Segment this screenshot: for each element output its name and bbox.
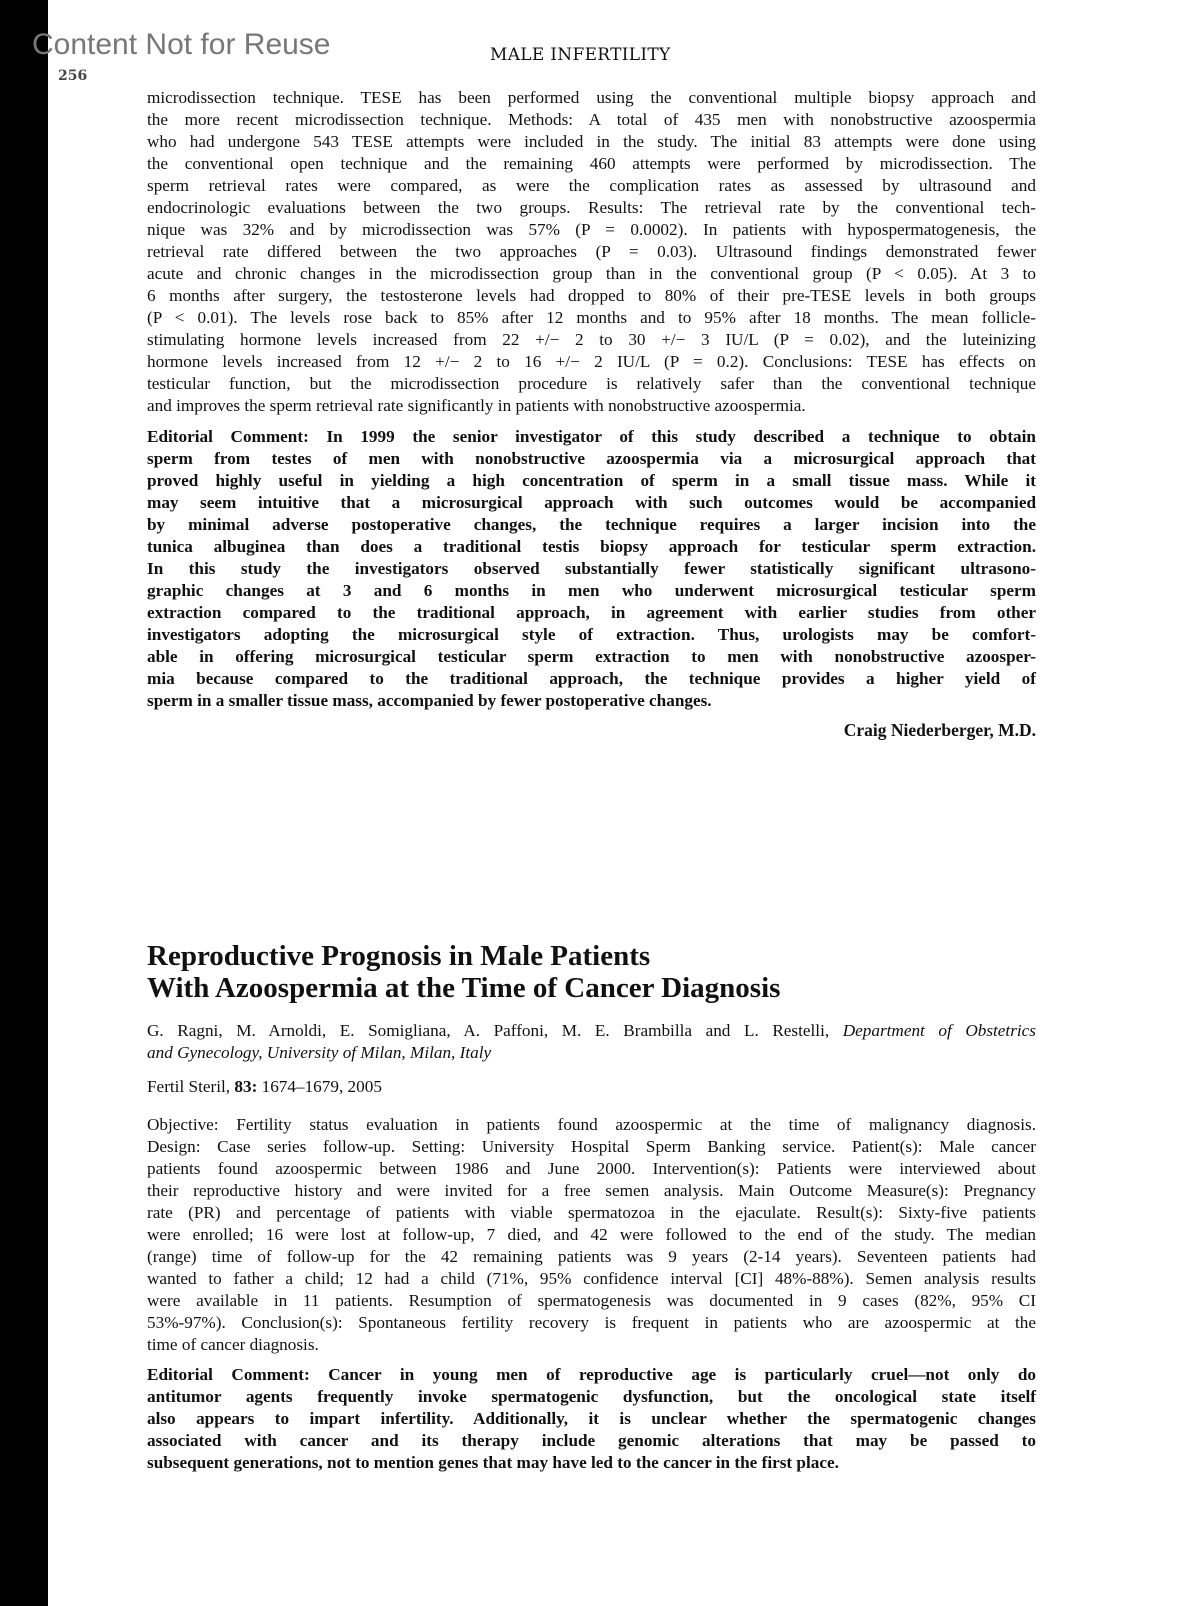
text-line: Editorial Comment: In 1999 the senior investigator of this study described a technique to obtain bbox=[147, 427, 1036, 446]
text-line: were available in 11 patients. Resumption of spermatogenesis was documented in 9 cases (82%, 95% CI bbox=[147, 1291, 1036, 1310]
title-line: Reproductive Prognosis in Male Patients bbox=[147, 940, 651, 972]
article1-abstract bbox=[147, 87, 1036, 417]
text-line: (P < 0.01). The levels rose back to 85% after 12 months and to 95% after 18 months. The mean follicle- bbox=[147, 308, 1036, 327]
text-line: retrieval rate differed between the two approaches (P = 0.03). Ultrasound findings demonstrated fewer bbox=[147, 242, 1036, 261]
article2-authors bbox=[147, 1020, 1036, 1064]
text-line: Design: Case series follow-up. Setting: University Hospital Sperm Banking service. Patient(s): Male cancer bbox=[147, 1137, 1036, 1156]
watermark: Content Not for Reuse bbox=[32, 28, 331, 61]
text-line: Editorial Comment: Cancer in young men of reproductive age is particularly cruel—not only do bbox=[147, 1365, 1036, 1384]
text-line: associated with cancer and its therapy include genomic alterations that may be passed to bbox=[147, 1431, 1036, 1450]
text-line: testicular function, but the microdissection procedure is relatively safer than the conventional technique bbox=[147, 374, 1036, 393]
text-line: time of cancer diagnosis. bbox=[147, 1335, 319, 1354]
text-line: tunica albuginea than does a traditional testis biopsy approach for testicular sperm extraction. bbox=[147, 537, 1036, 556]
text-line: 53%-97%). Conclusion(s): Spontaneous fertility recovery is frequent in patients who are azoospermic at the bbox=[147, 1313, 1036, 1332]
text-line: stimulating hormone levels increased from 22 +/− 2 to 30 +/− 3 IU/L (P = 0.02), and the luteinizing bbox=[147, 330, 1036, 349]
authors-affiliation: Department of Obstetrics bbox=[842, 1021, 1036, 1040]
text-line: were enrolled; 16 were lost at follow-up, 7 died, and 42 were followed to the end of the study. The median bbox=[147, 1225, 1036, 1244]
text-line: antitumor agents frequently invoke spermatogenic dysfunction, but the oncological state itself bbox=[147, 1387, 1036, 1406]
text-line: able in offering microsurgical testicular sperm extraction to men with nonobstructive azoosper- bbox=[147, 647, 1036, 666]
text-line: rate (PR) and percentage of patients with viable spermatozoa in the ejaculate. Result(s): Sixty-five patients bbox=[147, 1203, 1036, 1222]
text-line: who had undergone 543 TESE attempts were included in the study. The initial 83 attempts were done using bbox=[147, 132, 1036, 151]
text-line: nique was 32% and by microdissection was 57% (P = 0.0002). In patients with hypospermatogenesis, the bbox=[147, 220, 1036, 239]
text-line: the more recent microdissection technique. Methods: A total of 435 men with nonobstructive azoospermia bbox=[147, 110, 1036, 129]
title-line: With Azoospermia at the Time of Cancer Diagnosis bbox=[147, 972, 781, 1004]
page-number: 256 bbox=[58, 68, 88, 84]
text-line: (range) time of follow-up for the 42 remaining patients was 9 years (2-14 years). Seventeen patients had bbox=[147, 1247, 1036, 1266]
text-line: hormone levels increased from 12 +/− 2 to 16 +/− 2 IU/L (P = 0.2). Conclusions: TESE has effects on bbox=[147, 352, 1036, 371]
running-head: MALE INFERTILITY bbox=[490, 45, 671, 65]
text-line: sperm from testes of men with nonobstructive azoospermia via a microsurgical approach that bbox=[147, 449, 1036, 468]
text-line: and improves the sperm retrieval rate significantly in patients with nonobstructive azoospermia. bbox=[147, 396, 806, 415]
text-line: by minimal adverse postoperative changes, the technique requires a larger incision into the bbox=[147, 515, 1036, 534]
left-margin-bar bbox=[0, 0, 48, 1606]
text-line: In this study the investigators observed substantially fewer statistically significant ultrasono- bbox=[147, 559, 1036, 578]
text-line: mia because compared to the traditional approach, the technique provides a higher yield of bbox=[147, 669, 1036, 688]
text-line: sperm retrieval rates were compared, as were the complication rates as assessed by ultrasound and bbox=[147, 176, 1036, 195]
citation bbox=[147, 1077, 382, 1097]
text-line: their reproductive history and were invited for a free semen analysis. Main Outcome Measure(s): Pregnancy bbox=[147, 1181, 1036, 1200]
article2-title bbox=[147, 940, 780, 1004]
authors-names: G. Ragni, M. Arnoldi, E. Somigliana, A. Paffoni, M. E. Brambilla and L. Restelli, bbox=[147, 1021, 843, 1040]
authors-line bbox=[147, 1020, 1036, 1042]
citation-journal: Fertil Steril, bbox=[147, 1077, 235, 1096]
text-line: Objective: Fertility status evaluation in patients found azoospermic at the time of malignancy diagnosis. bbox=[147, 1115, 1036, 1134]
text-line: extraction compared to the traditional approach, in agreement with earlier studies from other bbox=[147, 603, 1036, 622]
text-line: the conventional open technique and the remaining 460 attempts were performed by microdissection. The bbox=[147, 154, 1036, 173]
article2-abstract bbox=[147, 1114, 1036, 1356]
text-line: proved highly useful in yielding a high concentration of sperm in a small tissue mass. While it bbox=[147, 471, 1036, 490]
text-line: patients found azoospermic between 1986 and June 2000. Intervention(s): Patients were interviewed about bbox=[147, 1159, 1036, 1178]
article1-editorial-comment bbox=[147, 426, 1036, 712]
text-line: 6 months after surgery, the testosterone levels had dropped to 80% of their pre-TESE levels in both groups bbox=[147, 286, 1036, 305]
editorial-signature: Craig Niederberger, M.D. bbox=[843, 720, 1036, 740]
text-line: sperm in a smaller tissue mass, accompanied by fewer postoperative changes. bbox=[147, 691, 712, 710]
citation-pages: 1674–1679, 2005 bbox=[257, 1077, 382, 1096]
authors-line: and Gynecology, University of Milan, Milan, Italy bbox=[147, 1043, 492, 1062]
text-line: microdissection technique. TESE has been performed using the conventional multiple biopsy approach and bbox=[147, 88, 1036, 107]
text-line: endocrinologic evaluations between the two groups. Results: The retrieval rate by the conventional tech- bbox=[147, 198, 1036, 217]
text-line: subsequent generations, not to mention genes that may have led to the cancer in the first place. bbox=[147, 1453, 839, 1472]
text-line: investigators adopting the microsurgical style of extraction. Thus, urologists may be comfort- bbox=[147, 625, 1036, 644]
text-line: acute and chronic changes in the microdissection group than in the conventional group (P < 0.05). At 3 to bbox=[147, 264, 1036, 283]
text-line: may seem intuitive that a microsurgical approach with such outcomes would be accompanied bbox=[147, 493, 1036, 512]
text-line: also appears to impart infertility. Additionally, it is unclear whether the spermatogenic changes bbox=[147, 1409, 1036, 1428]
text-line: wanted to father a child; 12 had a child (71%, 95% confidence interval [CI] 48%-88%). Semen analysis results bbox=[147, 1269, 1036, 1288]
article2-editorial-comment bbox=[147, 1364, 1036, 1474]
citation-volume: 83: bbox=[234, 1077, 258, 1096]
text-line: graphic changes at 3 and 6 months in men who underwent microsurgical testicular sperm bbox=[147, 581, 1036, 600]
